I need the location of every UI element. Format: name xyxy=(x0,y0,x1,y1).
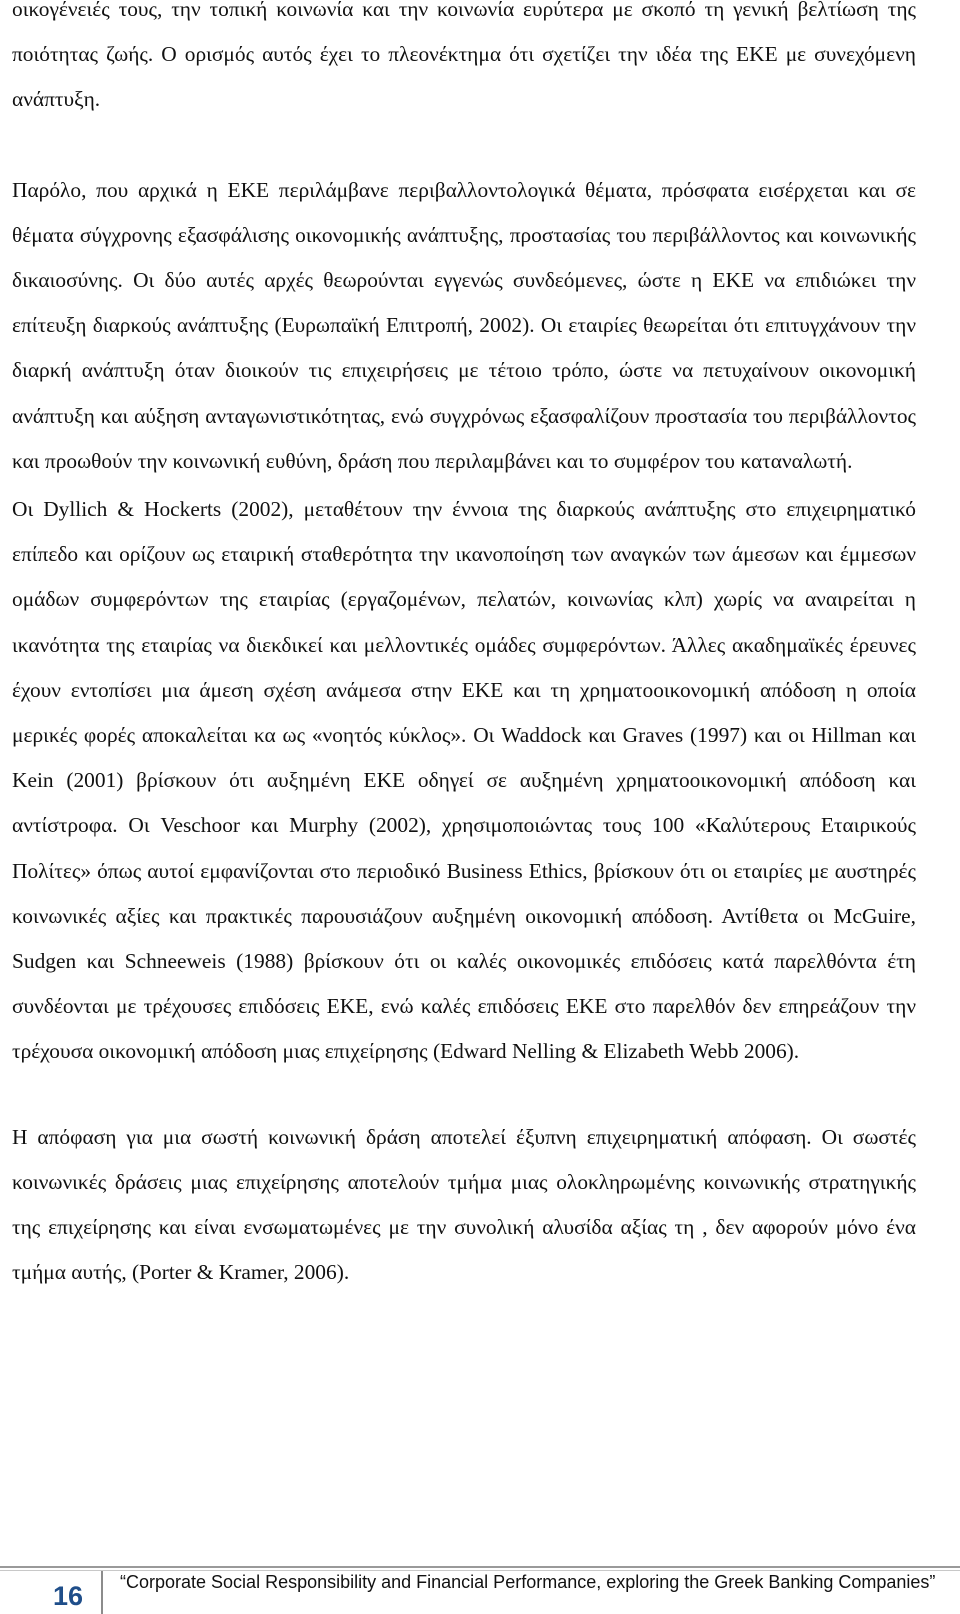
paragraph-intro-continuation: οικογένειές τους, την τοπική κοινωνία και την κοινωνία ευρύτερα με σκοπό τη γενική βελτίωση της ποιότητας ζωής. Ο ορισμός αυτός έχει το πλεονέκτημα ότι σχετίζει την ιδέα της ΕΚΕ με συνεχόμενη ανάπτυξη. xyxy=(12,0,916,112)
footer-divider xyxy=(101,1571,103,1614)
footer-document-title: “Corporate Social Responsibility and Financial Performance, exploring the Greek Banking Companies” xyxy=(120,1572,936,1592)
paragraph-eke-sustainability: Παρόλο, που αρχικά η ΕΚΕ περιλάμβανε περιβαλλοντολογικά θέματα, πρόσφατα εισέρχεται και σε θέματα σύγχρονης εξασφάλισης οικονομικής ανάπτυξης, προστασίας του περιβάλλοντος και κοινωνικής δικαιοσύνης. Οι δύο αυτές αρχές θεωρούνται εγγενώς συνδεόμενες, ώστε η ΕΚΕ να επιδιώκει την επίτευξη διαρκούς ανάπτυξης (Ευρωπαϊκή Επιτροπή, 2002). Οι εταιρίες θεωρείται ότι επιτυγχάνουν την διαρκή ανάπτυξη όταν διοικούν τις επιχειρήσεις με τέτοιο τρόπο, ώστε να πετυχαίνουν οικονομική ανάπτυξη και αύξηση ανταγωνιστικότητας, ενώ συγχρόνως εξασφαλίζουν προστασία του περιβάλλοντος και προωθούν την κοινωνική ευθύνη, δράση που περιλαμβάνει και το συμφέρον του καταναλωτή. xyxy=(12,177,916,473)
page-footer xyxy=(0,1566,960,1614)
footer-rule xyxy=(0,1566,960,1568)
paragraph-social-action: Η απόφαση για μια σωστή κοινωνική δράση αποτελεί έξυπνη επιχειρηματική απόφαση. Οι σωστές κοινωνικές δράσεις μιας επιχείρησης αποτελούν τμήμα μιας ολοκληρωμένης κοινωνικής στρατηγικής της επιχείρησης και είναι ενσωματωμένες με την συνολική αλυσίδα αξίας τη , δεν αφορούν μόνο ένα τμήμα αυτής, (Porter & Kramer, 2006). xyxy=(12,1124,916,1285)
document-body xyxy=(12,0,916,1295)
paragraph-literature-review: Οι Dyllich & Hockerts (2002), μεταθέτουν την έννοια της διαρκούς ανάπτυξης στο επιχειρηματικό επίπεδο και ορίζουν ως εταιρική σταθερότητα την ικανοποίηση των αναγκών των άμεσων και έμμεσων ομάδων συμφερόντων της εταιρίας (εργαζομένων, πελατών, κοινωνίας κλπ) χωρίς να αναιρείται η ικανότητα της εταιρίας να διεκδικεί και μελλοντικές ομάδες συμφερόντων. Άλλες ακαδημαϊκές έρευνες έχουν εντοπίσει μια άμεση σχέση ανάμεσα στην ΕΚΕ και τη χρηματοοικονομική απόδοση η οποία μερικές φορές αποκαλείται κα ως «νοητός κύκλος». Οι Waddock και Graves (1997) και οι Hillman και Kein (2001) βρίσκουν ότι αυξημένη ΕΚΕ οδηγεί σε αυξημένη χρηματοοικονομική απόδοση και αντίστροφα. Οι Veschoor και Murphy (2002), χρησιμοποιώντας τους 100 «Καλύτερους Εταιρικούς Πολίτες» όπως αυτοί εμφανίζονται στο περιοδικό Business Ethics, βρίσκουν ότι οι εταιρίες με αυστηρές κοινωνικές αξίες και πρακτικές παρουσιάζουν αυξημένη οικονομική απόδοση. Αντίθετα οι McGuire, Sudgen και Schneeweis (1988) βρίσκουν ότι οι καλές οικονομικές επιδόσεις κατά παρελθόντα έτη συνδέονται με τρέχουσες επιδόσεις ΕΚΕ, ενώ καλές επιδόσεις ΕΚΕ στο παρελθόν δεν επηρεάζουν την τρέχουσα οικονομική απόδοση μιας επιχείρησης (Edward Nelling & Elizabeth Webb 2006). xyxy=(12,497,916,1064)
page-number: 16 xyxy=(52,1581,84,1611)
